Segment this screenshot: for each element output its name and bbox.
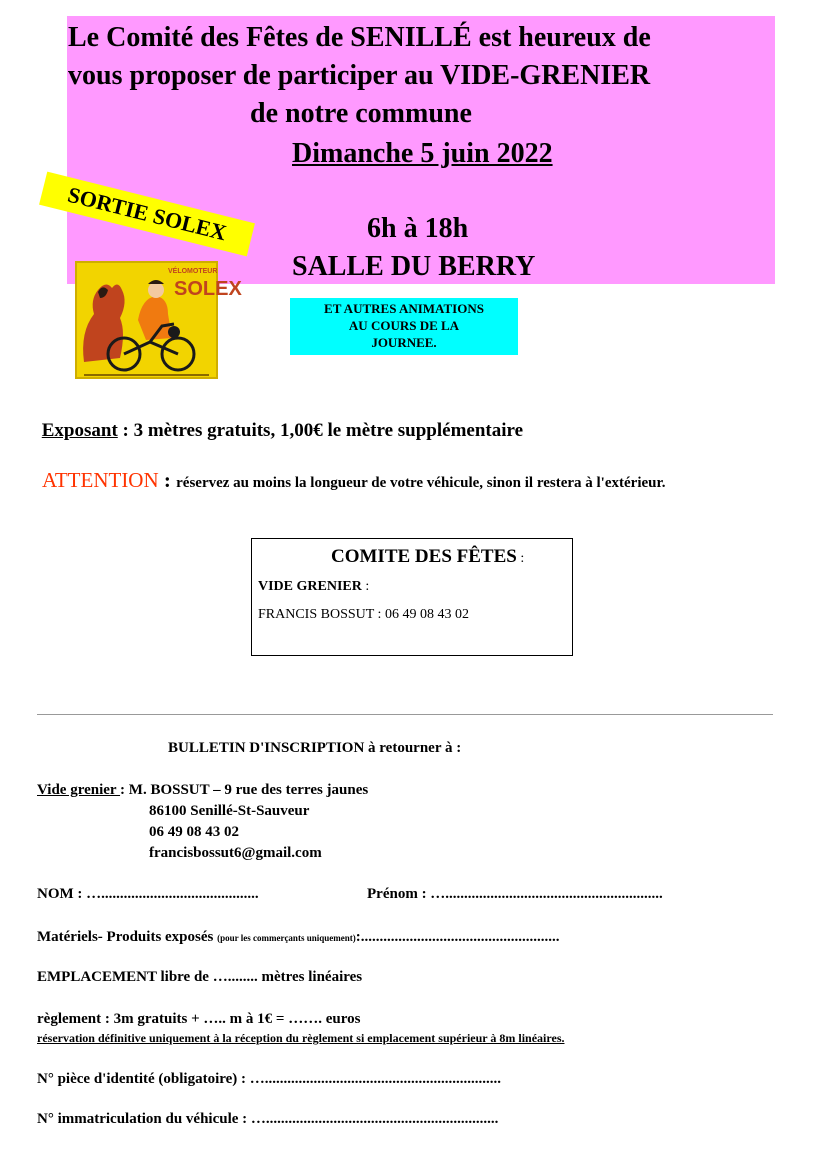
nom-field[interactable]: NOM : ….......................................... [37,886,259,902]
materiels-field[interactable] [37,929,559,946]
bulletin-title: BULLETIN D'INSCRIPTION à retourner à : [168,740,462,756]
solex-poster-image [76,262,242,378]
address-line-1-text: : M. BOSSUT – 9 rue des terres jaunes [120,782,369,798]
address-email: francisbossut6@gmail.com [149,845,322,861]
contact-title [331,546,524,568]
address-line-1 [37,782,368,799]
animations-line-1: ET AUTRES ANIMATIONS [324,301,484,316]
attention-colon: : [158,468,177,492]
address-label: Vide grenier [37,782,121,798]
materiels-dots: :..................................................... [355,929,560,945]
event-date: Dimanche 5 juin 2022 [292,138,553,169]
address-line-2: 86100 Senillé-St-Sauveur [149,803,310,819]
animations-line-2: AU COURS DE LA [348,318,460,333]
banner-line-2: vous proposer de participer au VIDE-GRENIER [68,60,651,91]
piece-identite-field[interactable]: N° pièce d'identité (obligatoire) : …............................................................... [37,1071,502,1087]
event-hours: 6h à 18h [367,213,469,244]
emplacement-field[interactable]: EMPLACEMENT libre de …........ mètres linéaires [37,969,363,985]
contact-section-text: VIDE GRENIER [258,579,362,594]
exposant-text: : 3 mètres gratuits, 1,00€ le mètre supplémentaire [117,420,524,441]
exposant-info [37,420,523,442]
materiels-note: (pour les commerçants uniquement) [217,933,356,943]
divider [37,714,773,715]
sortie-solex-tag: SORTIE SOLEX [39,172,255,257]
reservation-note: réservation définitive uniquement à la réception du règlement si emplacement supérieur à 8m linéaires. [37,1031,565,1045]
attention-label: ATTENTION [42,468,159,492]
event-venue: SALLE DU BERRY [292,251,536,282]
poster-top-text: VÉLOMOTEUR [168,268,218,275]
address-phone: 06 49 08 43 02 [149,824,239,840]
animations-box [290,298,518,355]
contact-box [251,538,573,656]
banner-line-3: de notre commune [250,98,472,129]
banner-line-1: Le Comité des Fêtes de SENILLÉ est heureux de [68,22,651,53]
materiels-label: Matériels- Produits exposés [37,929,218,945]
contact-person: FRANCIS BOSSUT : 06 49 08 43 02 [258,607,469,622]
animations-line-3: JOURNEE. [371,335,437,350]
immatriculation-field[interactable]: N° immatriculation du véhicule : ….............................................................. [37,1111,499,1127]
prenom-field[interactable]: Prénom : ….......................................................... [367,886,663,902]
contact-title-colon: : [516,551,525,566]
exposant-label: Exposant [41,420,118,441]
attention-text: réservez au moins la longueur de votre véhicule, sinon il restera à l'extérieur. [176,475,666,491]
contact-title-text: COMITE DES FÊTES [331,546,517,567]
poster-brand: SOLEX [174,278,242,300]
attention-info [42,468,666,493]
reglement-field[interactable]: règlement : 3m gratuits + ….. m à 1€ = ……. euros [37,1011,361,1027]
contact-section-colon: : [361,579,370,594]
contact-section [258,579,369,595]
